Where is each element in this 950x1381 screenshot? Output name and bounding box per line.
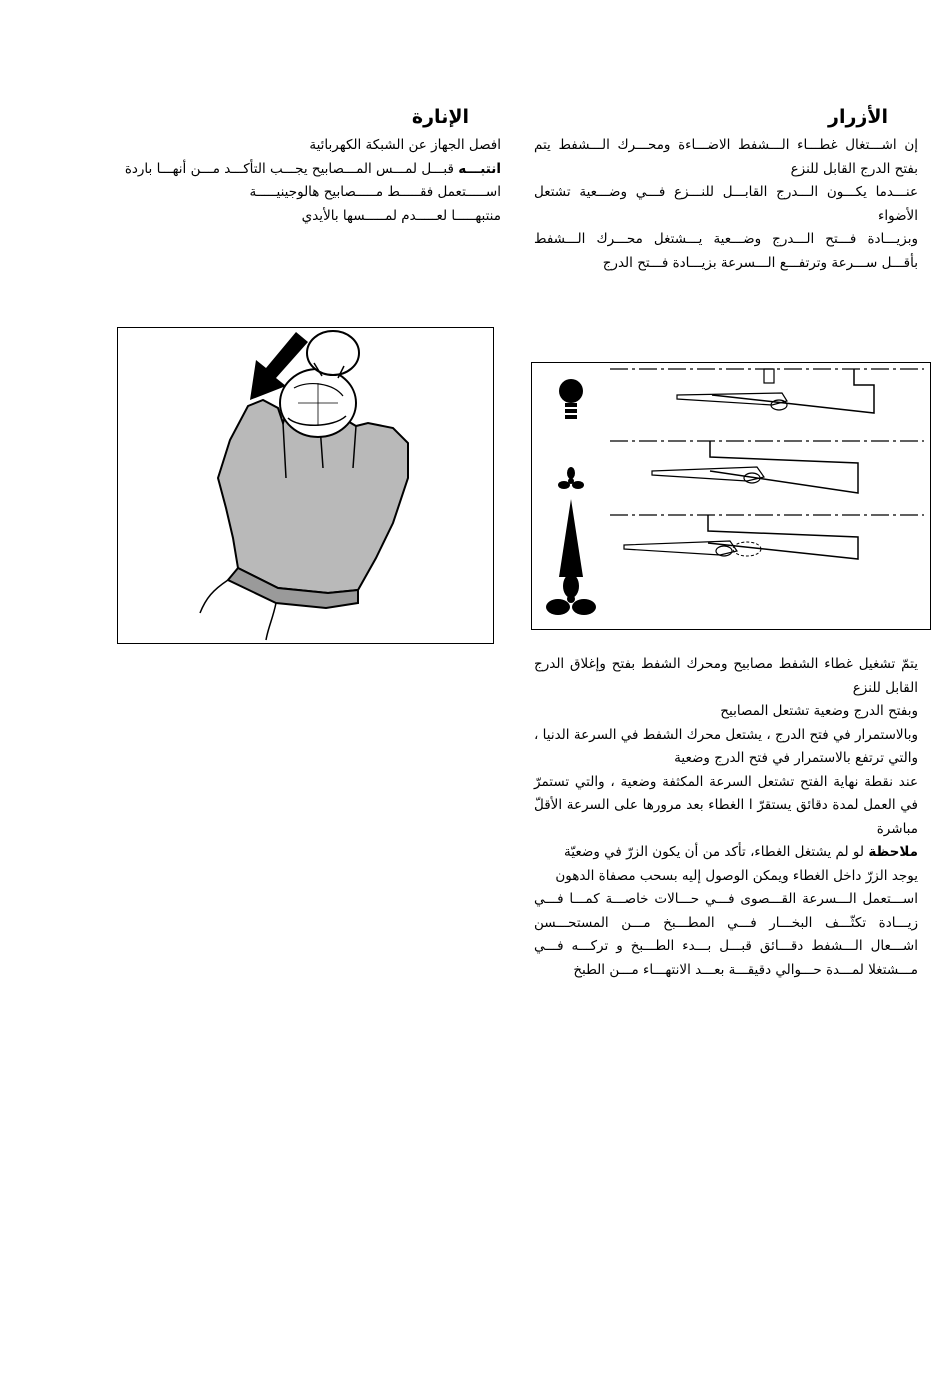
lighting-warning (118, 158, 501, 182)
drawer-position-full (610, 515, 924, 559)
operation-section (534, 653, 918, 982)
operation-paragraph-7: اســـتعمل الـــسرعة القـــصوى فـــي حـــالات خاصـــة كمـــا فـــي زيـــادة تكثّـــف البخـــار فـــي المطـــبخ مـــن المستحـــسن اشـــعال الـــشفط دقـــائق قبـــل بـــدء الطـــبخ و تركـــه فـــي مـــشتغلا لمـــدة حـــوالي دقيقـــة بعـــد الانتهـــاء مـــن الطبخ (534, 891, 918, 978)
bulb-replacement-figure (117, 327, 494, 644)
operation-paragraph-4: عند نقطة نهاية الفتح تشتعل السرعة المكثفة وضعية ، والتي تستمرّ في العمل لمدة دقائق يستقرّ ا الغطاء بعد مرورها على السرعة الأقلّ مباشرة (534, 773, 918, 837)
controls-section (534, 102, 918, 275)
lighting-line-3: اســـــتعمل فقـــــط مـــــصابيح هالوجينيـــــة (249, 184, 501, 200)
note-text: لو لم يشتغل الغطاء، تأكد من أن يكون الزرّ في وضعيّة (564, 844, 869, 860)
warning-label: انتبـــه (458, 160, 501, 177)
controls-paragraph-2: عنـــدما يكـــون الـــدرج القابـــل للنـــزع فـــي وضـــعية تشتعل الأضواء (534, 184, 918, 224)
controls-paragraph-3: وبزيـــادة فـــتح الـــدرج وضـــعية يـــشتغل محـــرك الـــشفط بأقـــل ســـرعة وترتفـــع الـــسرعة بزيـــادة فـــتح الدرج (534, 231, 918, 271)
note-label: ملاحظة (868, 844, 918, 860)
large-fan-icon (546, 574, 596, 615)
lighting-heading: الإنارة (411, 106, 469, 128)
speed-wedge-icon (559, 499, 583, 577)
controls-paragraph-1: إن اشـــتغال غطـــاء الـــشفط الاضـــاءة ومحـــرك الـــشفط يتم بفتح الدرج القابل للنزع (534, 137, 918, 177)
operation-paragraph-6: يوجد الزرّ داخل الغطاء ويمكن الوصول إليه بسحب مصفاة الدهون (555, 867, 918, 884)
drawer-positions-figure (531, 362, 931, 630)
warning-text: قبـــل لمـــس المـــصابيح يجـــب التأكـــد مـــن أنهـــا باردة (124, 160, 459, 177)
small-fan-icon (558, 467, 584, 489)
drawer-position-half (610, 441, 924, 493)
controls-heading: الأزرار (828, 106, 888, 128)
lighting-line-1: افصل الجهاز عن الشبكة الكهربائية (309, 137, 501, 153)
operation-paragraph-1: يتمّ تشغيل غطاء الشفط مصابيح ومحرك الشفط بفتح وإغلاق الدرج القابل للنزع (534, 656, 918, 696)
operation-paragraph-2: وبفتح الدرج وضعية تشتعل المصابيح (720, 703, 918, 719)
lighting-line-4: منتبهـــــا لعـــــدم لمـــــسها بالأيدي (301, 207, 501, 224)
light-bulb-icon (559, 379, 583, 419)
drawer-position-closed (610, 369, 924, 413)
lighting-section (118, 102, 501, 228)
operation-paragraph-3: وبالاستمرار في فتح الدرج ، يشتعل محرك الشفط في السرعة الدنيا ، والتي ترتفع بالاستمرار في فتح الدرج وضعية (534, 726, 918, 766)
operation-note (534, 841, 918, 865)
